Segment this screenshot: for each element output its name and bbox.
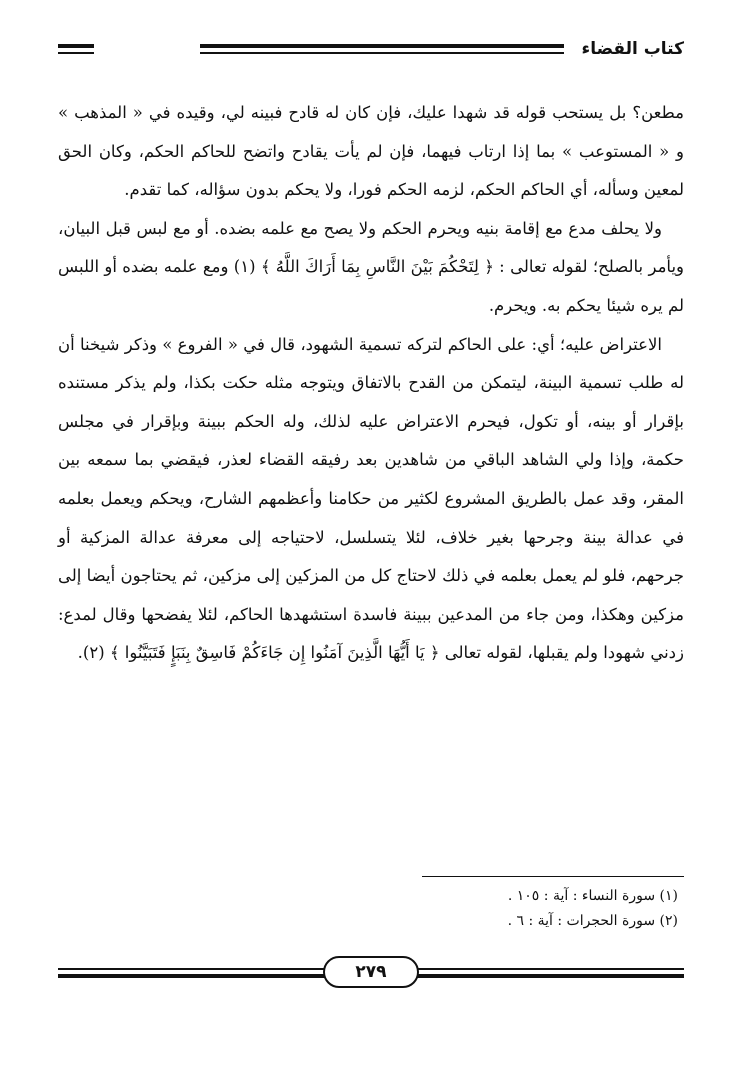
paragraph: الاعتراض عليه؛ أي: على الحاكم لتركه تسمية الشهود، قال في « الفروع » وذكر شيخنا أن له طلب تسمية البينة، ليتمكن من القدح بالاتفاق ويتوجه مثله حكت بكذا، ولم يذكر مستنده بإقرار أو بينه، أو تكول، فيحرم الاعتراض عليه لذلك، وله الحكم ببينة وبإقرار في مجلس حكمة، وإذا ولي الشاهد الباقي من شاهدين بعد رفيقه القضاء لعذر، فيقضي بما سمعه بين المقر، وقد عمل بالطريق المشروع لكثير من حكامنا وأعظمهم الشارح، ويحكم ويعمل بعلمه في عدالة بينة وجرحها بغير خلاف، لئلا يتسلسل، لاحتياجه إلى معرفة عدالة المزكية أو جرحهم، فلو لم يعمل بعلمه في ذلك لاحتاج كل من المزكين إلى مزكين، ثم يحتاجون أيضا إلى مزكين وهكذا، ومن جاء من المدعين ببينة فاسدة استشهدها الحاكم، لئلا يفضحها وقال لمدع: زدني شهودا ولم يقبلها، لقوله تعالى ﴿ يَا أَيُّهَا الَّذِينَ آمَنُوا إِن جَاءَكُمْ فَاسِقٌ بِنَبَإٍ فَتَبَيَّنُوا ﴾ (٢). <box>58 334 684 663</box>
footnote-separator <box>422 876 684 877</box>
header-rule-long <box>200 44 564 54</box>
running-header <box>58 36 684 64</box>
footnote: (١) سورة النساء : آية : ١٠٥ . <box>507 888 678 904</box>
main-text <box>58 94 684 673</box>
header-rule-short <box>58 44 94 54</box>
paragraph: ولا يحلف مدع مع إقامة بنيه ويحرم الحكم ولا يصح مع علمه بضده. أو مع لبس قبل البيان، ويأمر بالصلح؛ لقوله تعالى : ﴿ لِتَحْكُمَ بَيْنَ النَّاسِ بِمَا أَرَاكَ اللَّهُ ﴾ (١) ومع علمه بضده أو اللبس لم يره شيئا يحكم به. ويحرم. <box>58 218 685 315</box>
paragraph: مطعن؟ بل يستحب قوله قد شهدا عليك، فإن كان له قادح فبينه لي، وقيده في « المذهب » و « المستوعب » بما إذا ارتاب فيهما، فإن لم يأت يقادح واتضح للحاكم الحكم، وكان الحق لمعين وسأله، أي الحاكم الحكم، لزمه الحكم فورا، ولا يحكم بدون سؤاله، كما تقدم. <box>58 103 684 200</box>
header-title: كتاب القضاء <box>581 39 684 59</box>
page-number: ٢٧٩ <box>323 956 419 988</box>
footnote: (٢) سورة الحجرات : آية : ٦ . <box>507 913 678 929</box>
page-footer <box>58 956 684 990</box>
footnotes <box>58 884 678 934</box>
